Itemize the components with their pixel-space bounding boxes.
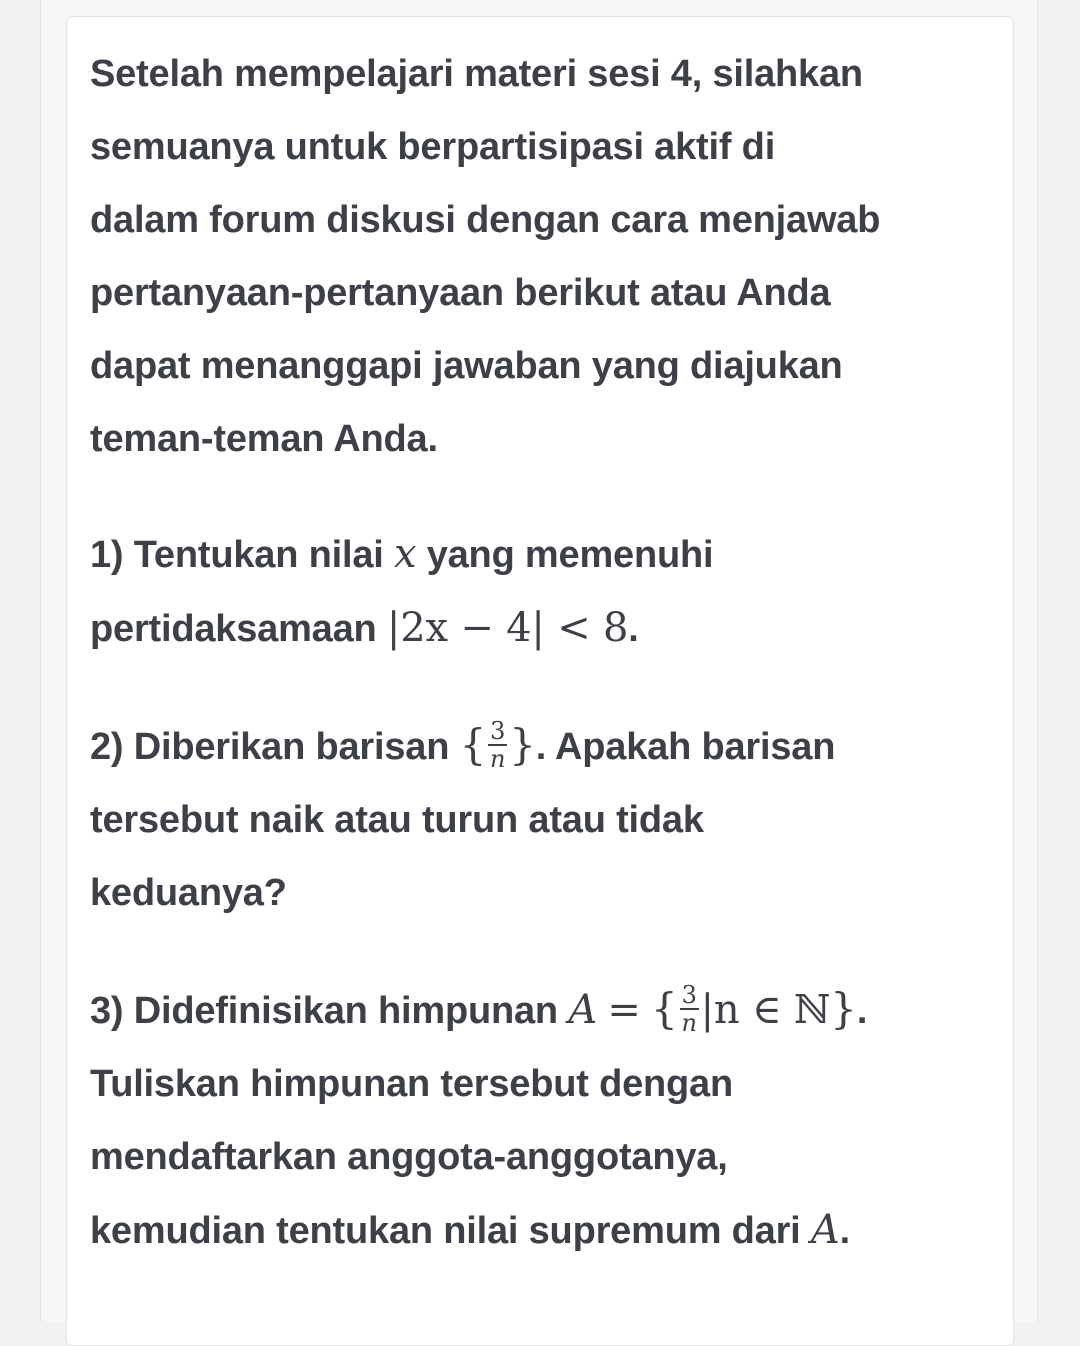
question-1-line2 bbox=[90, 592, 1010, 666]
period: . bbox=[839, 1210, 850, 1252]
right-brace: } bbox=[830, 984, 857, 1033]
math-equals: = bbox=[607, 987, 641, 1033]
intro-line: dalam forum diskusi dengan cara menjawab bbox=[90, 199, 881, 241]
fraction-numerator: 3 bbox=[490, 716, 506, 745]
question-2 bbox=[90, 708, 1010, 784]
fraction-3-over-n bbox=[680, 980, 699, 1037]
math-set-name: A bbox=[810, 1207, 840, 1253]
post-body bbox=[90, 38, 1010, 1268]
fraction-3-over-n bbox=[488, 716, 507, 773]
question-2-text: . Apakah barisan bbox=[535, 726, 836, 768]
question-1-text: 1) Tentukan nilai bbox=[90, 534, 384, 576]
intro-line: dapat menanggapi jawaban yang diajukan bbox=[90, 345, 843, 387]
fraction-denominator: n bbox=[490, 744, 506, 773]
right-brace: } bbox=[509, 720, 536, 769]
question-2-line2: tersebut naik atau turun atau tidak bbox=[90, 799, 704, 841]
question-3-text: 3) Didefinisikan himpunan bbox=[90, 990, 558, 1032]
left-brace: { bbox=[459, 720, 487, 769]
math-set-condition: |n ∈ ℕ bbox=[700, 987, 831, 1033]
period: . bbox=[856, 990, 868, 1032]
math-set-name: A bbox=[568, 987, 597, 1033]
intro-line: Setelah mempelajari materi sesi 4, silahkan bbox=[90, 53, 863, 95]
question-1-text: yang memenuhi bbox=[426, 534, 714, 576]
question-3 bbox=[90, 972, 1010, 1048]
math-inequality: |2x − 4| < 8 bbox=[386, 605, 629, 651]
question-1-text: pertidaksamaan bbox=[90, 608, 377, 650]
question-3-line2: Tuliskan himpunan tersebut dengan bbox=[90, 1063, 733, 1105]
question-2-line3: keduanya? bbox=[90, 872, 287, 914]
question-3-text: kemudian tentukan nilai supremum dari bbox=[90, 1210, 801, 1252]
intro-line: semuanya untuk berpartisipasi aktif di bbox=[90, 126, 776, 168]
question-2-text: 2) Diberikan barisan bbox=[90, 726, 450, 768]
math-variable-x: x bbox=[393, 531, 417, 577]
question-1 bbox=[90, 518, 1010, 592]
fraction-denominator: n bbox=[681, 1008, 697, 1037]
question-3-line3: mendaftarkan anggota-anggotanya, bbox=[90, 1136, 728, 1178]
intro-line: pertanyaan-pertanyaan berikut atau Anda bbox=[90, 272, 831, 314]
intro-line: teman-teman Anda. bbox=[90, 418, 438, 460]
left-brace: { bbox=[651, 984, 678, 1033]
question-3-line4 bbox=[90, 1194, 1010, 1268]
fraction-numerator: 3 bbox=[681, 980, 697, 1009]
period: . bbox=[628, 608, 639, 650]
